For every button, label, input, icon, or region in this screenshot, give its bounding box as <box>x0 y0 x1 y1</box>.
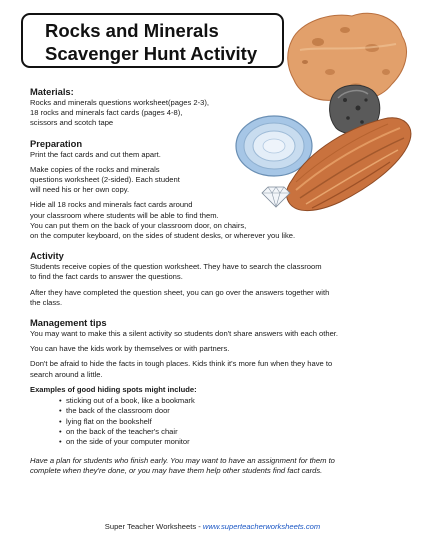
preparation-p2: Make copies of the rocks and minerals questions worksheet (2-sided). Each student will need his or her own copy. <box>30 164 180 195</box>
preparation-p3: Hide all 18 rocks and minerals fact cards around your classroom where students will be able to find them. You can put them on the back of your classroom door, on chairs, on the computer keyboard, on the sides of student desks, or wherever you like. <box>30 200 296 241</box>
footer-link[interactable]: www.superteacherworksheets.com <box>202 522 321 531</box>
tips-p3: Don't be afraid to hide the facts in tough places. Kids think it's more fun when they have to search around a little. <box>30 359 333 379</box>
footer-label: Super Teacher Worksheets - <box>104 522 203 531</box>
examples-heading: Examples of good hiding spots might include: <box>30 384 197 394</box>
materials-heading: Materials: <box>30 86 74 97</box>
tips-p1: You may want to make this a silent activity so students don't share answers with each other. <box>30 329 339 339</box>
tips-p2: You can have the kids work by themselves or with partners. <box>30 344 230 354</box>
activity-heading: Activity <box>30 250 64 262</box>
hiding-spots-list <box>30 396 400 447</box>
page-title-line1: Rocks and Minerals <box>45 20 219 41</box>
list-item: • the back of the classroom door <box>66 406 400 416</box>
preparation-heading: Preparation <box>30 137 83 149</box>
activity-p2: After they have completed the question sheet, you can go over the answers together with the class. <box>30 287 330 307</box>
closing-note: Have a plan for students who finish early. You may want to have an assignment for them to complete when they're done, or you may have them help other students find fact cards. <box>30 455 335 475</box>
list-item: • on the side of your computer monitor <box>66 437 400 447</box>
footer <box>0 522 425 531</box>
materials-text: Rocks and minerals questions worksheet(pages 2-3), 18 rocks and minerals fact cards (pages 4-8), scissors and scotch tape <box>30 98 209 128</box>
list-item: • on the back of the teacher's chair <box>66 427 400 437</box>
tips-heading: Management tips <box>30 317 107 329</box>
page-title-line2: Scavenger Hunt Activity <box>45 43 258 64</box>
list-item: • sticking out of a book, like a bookmark <box>66 396 400 406</box>
preparation-p1: Print the fact cards and cut them apart. <box>30 149 161 159</box>
worksheet-content <box>30 86 400 476</box>
list-item: • lying flat on the bookshelf <box>66 417 400 427</box>
activity-p1: Students receive copies of the question worksheet. They have to search the classroom to find the fact cards to answer the questions. <box>30 262 322 282</box>
